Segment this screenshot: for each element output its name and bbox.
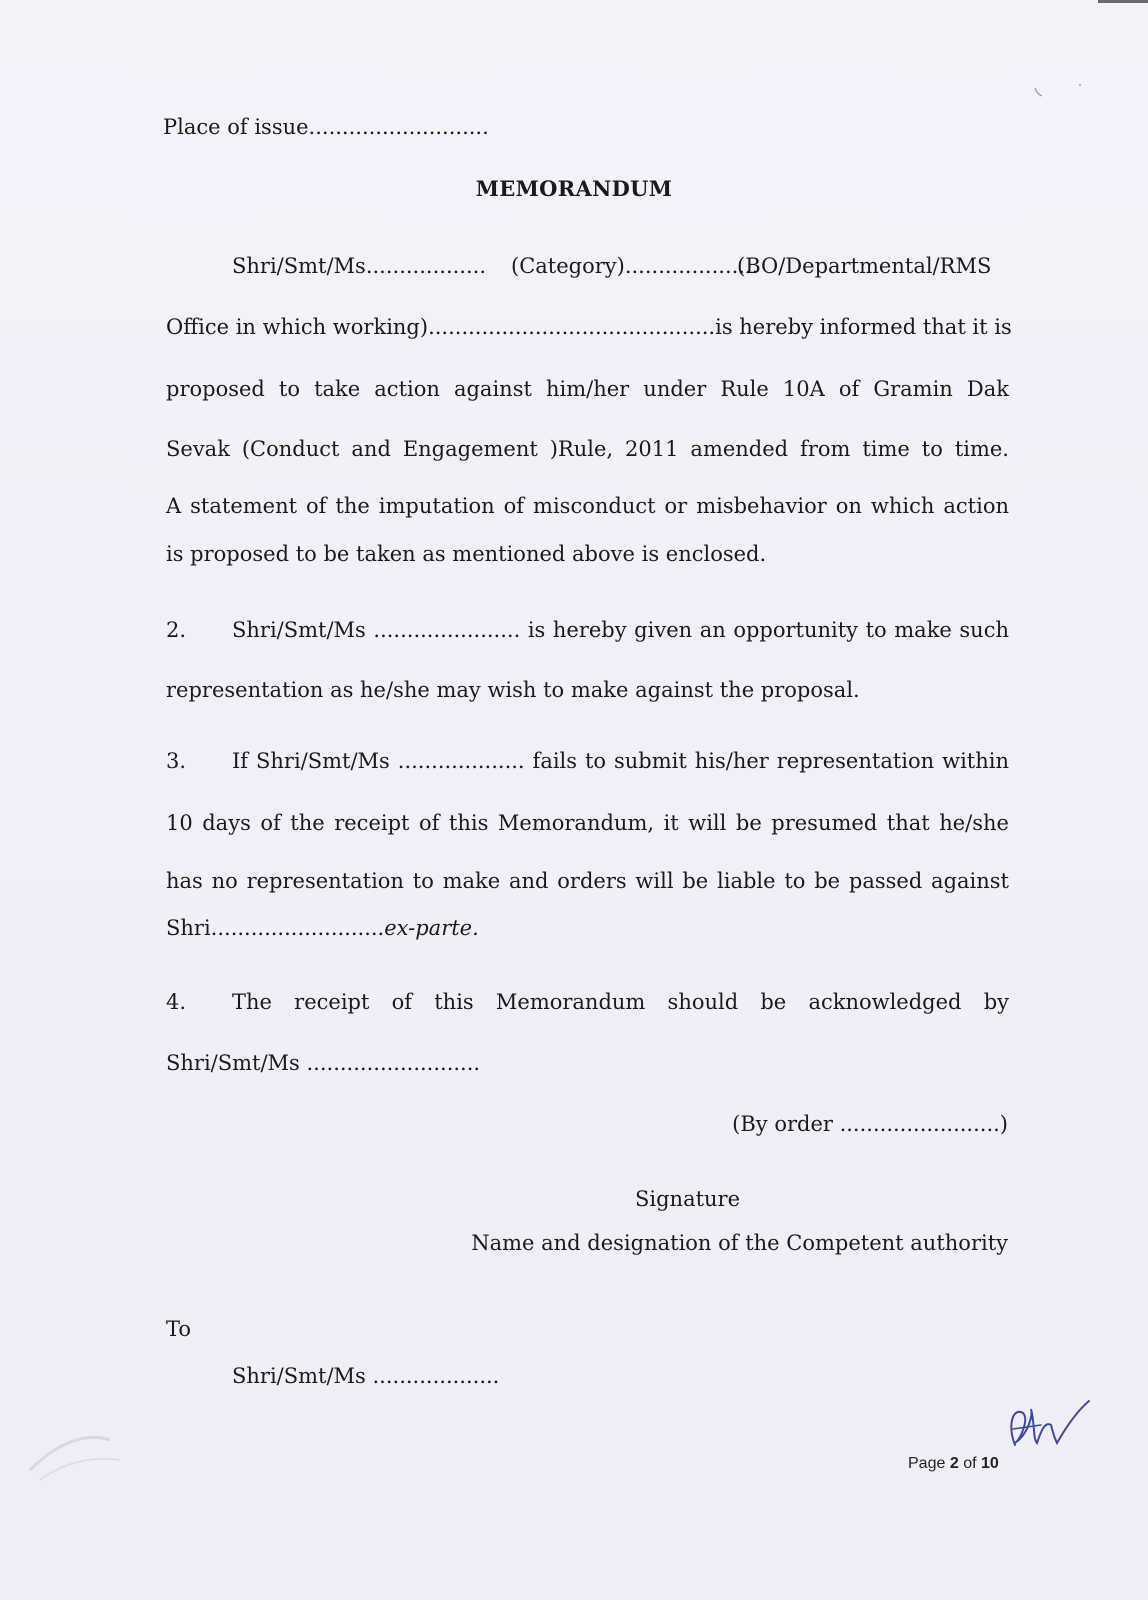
para4-line1: The receipt of this Memorandum should be acknowledged by	[232, 990, 1009, 1014]
para3-line2: 10 days of the receipt of this Memorandum, it will be presumed that he/she	[166, 811, 1009, 835]
para1-shri-field: Shri/Smt/Ms..................	[232, 254, 486, 278]
para4-line2: Shri/Smt/Ms ..........................	[166, 1051, 481, 1075]
place-of-issue: Place of issue...........................	[163, 115, 489, 139]
para3-shri-field: Shri..........................	[166, 916, 385, 940]
para1-line5: A statement of the imputation of misconduct or misbehavior on which action	[166, 494, 1009, 518]
page-total: 10	[980, 1455, 999, 1472]
para3-number: 3.	[166, 749, 187, 773]
para1-line3: proposed to take action against him/her under Rule 10A of Gramin Dak	[166, 377, 1009, 401]
page-current: 2	[949, 1455, 959, 1472]
para1-line2: Office in which working)...........................................is hereby informed that it is	[166, 315, 1012, 339]
para3-line4	[166, 915, 479, 941]
para1-line6: is proposed to be taken as mentioned above is enclosed.	[166, 542, 767, 566]
by-order: (By order ........................)	[732, 1112, 1008, 1136]
scan-speck	[1030, 80, 1090, 110]
page-of: of	[963, 1455, 977, 1472]
para2-number: 2.	[166, 618, 187, 642]
document-title: MEMORANDUM	[475, 176, 673, 201]
signature-label: Signature	[635, 1187, 741, 1211]
handwritten-initials	[1005, 1395, 1095, 1455]
para2-line1: Shri/Smt/Ms ...................... is hereby given an opportunity to make such	[232, 618, 1009, 642]
page-prefix: Page	[908, 1455, 946, 1472]
para3-line1: If Shri/Smt/Ms ................... fails to submit his/her representation within	[232, 749, 1009, 773]
page-number	[908, 1455, 999, 1473]
scan-edge-line	[1098, 0, 1148, 3]
para4-number: 4.	[166, 990, 187, 1014]
to-addressee: Shri/Smt/Ms ...................	[232, 1364, 500, 1388]
para1-office-field: (BO/Departmental/RMS	[737, 254, 992, 278]
to-label: To	[166, 1317, 192, 1341]
para2-line2: representation as he/she may wish to make against the proposal.	[166, 678, 860, 702]
para1-line4: Sevak (Conduct and Engagement )Rule, 2011 amended from time to time.	[166, 437, 1009, 461]
para3-line3: has no representation to make and orders will be liable to be passed against	[166, 869, 1009, 893]
competent-authority: Name and designation of the Competent authority	[471, 1231, 1008, 1255]
para1-category-field: (Category)....................	[511, 254, 759, 278]
faint-stamp-mark	[20, 1410, 130, 1490]
ex-parte-text: ex-parte.	[384, 916, 479, 940]
